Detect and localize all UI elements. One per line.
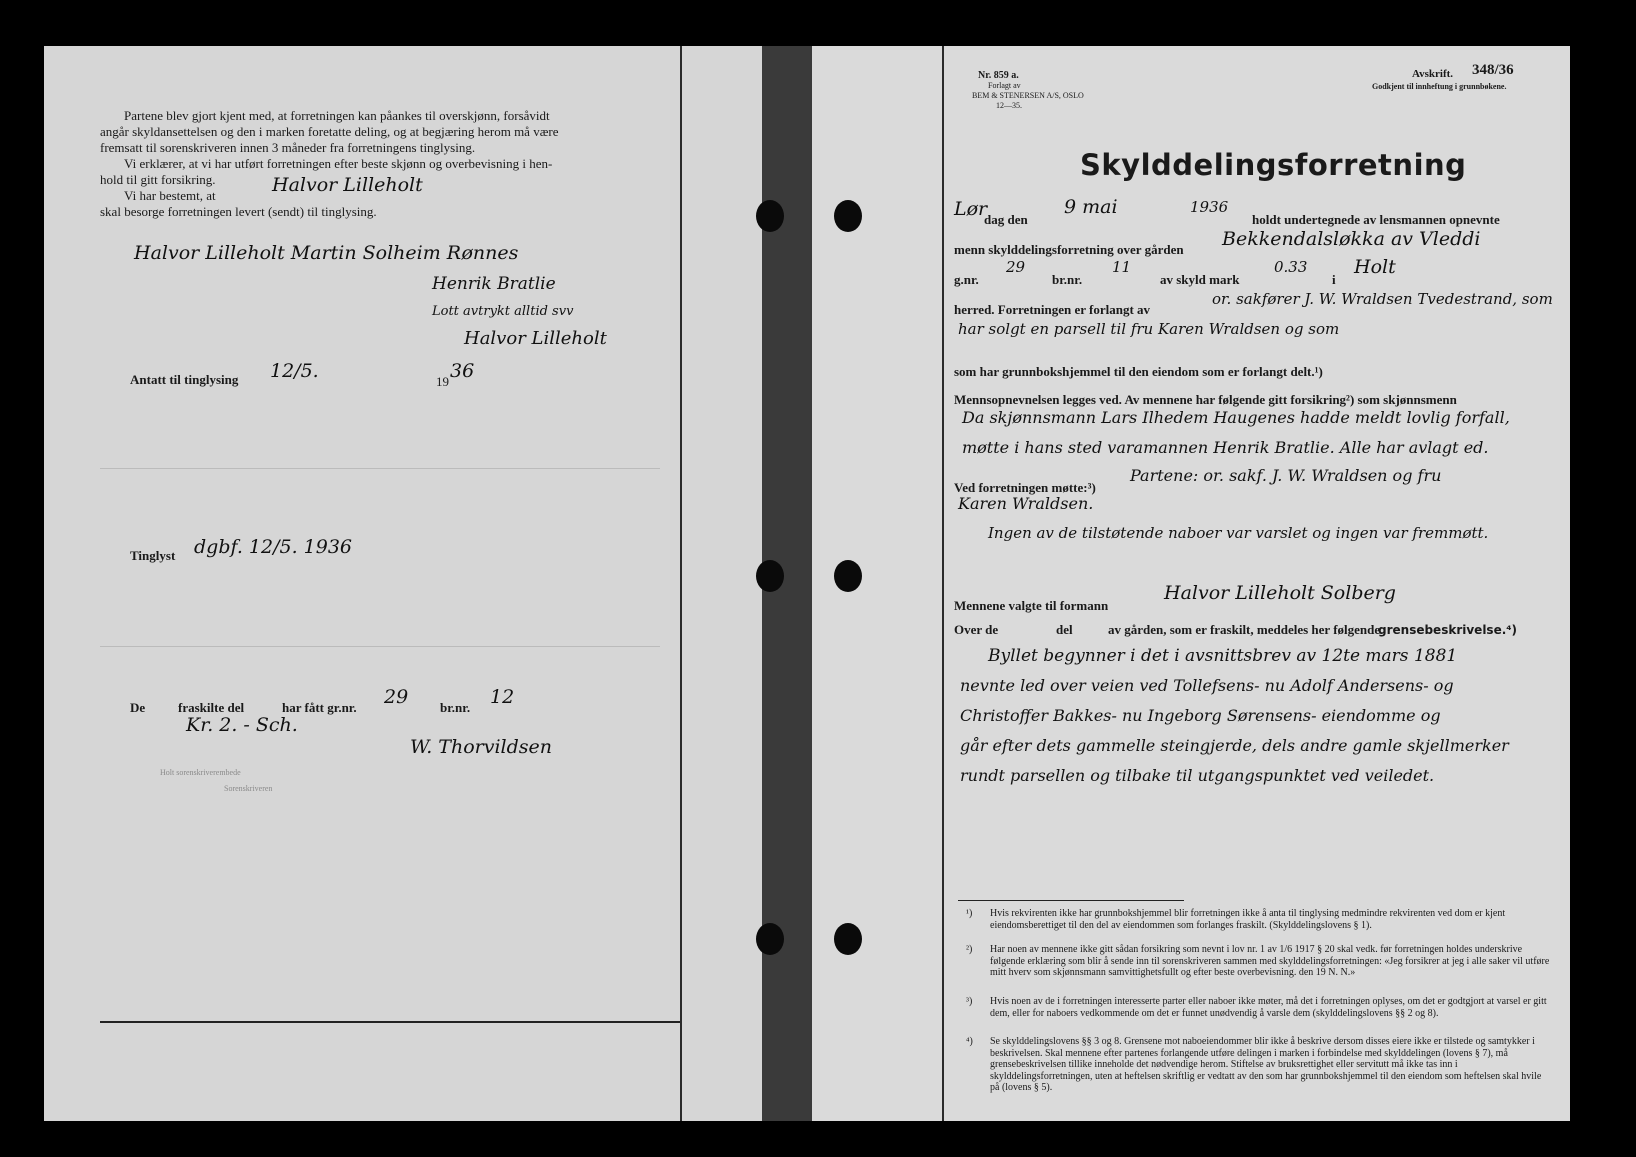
footnote-1: ¹) Hvis rekvirenten ikke har grunnbokshjemmel blir forretningen ikke å anta til tinglysing medmindre rekvirenten ved dom er kjent eiendomsberettiget til den del av eiendommen som forlanges fraskilt. (Skylddelingslovens § 1). — [966, 908, 1506, 931]
right-page — [812, 46, 1570, 1121]
signature-line-4: Halvor Lilleholt — [464, 328, 607, 349]
fraskilte-br-label: br.nr. — [440, 700, 471, 715]
footnote-2: ²) Har noen av mennene ikke gitt sådan forsikring som nevnt i lov nr. 1 av 1/6 1917 § 20 skal vedk. før forretningen holdes underskrive følgende erklæring som blir å sende inn til sorenskriveren sammen med skylddelingsforretningen: «Jeg forsikrer at jeg i alle saker vil utføre mitt hverv som skjønnsmann samvittighetsfullt og efter beste overbevisning. den 19 N. N.» — [966, 944, 1550, 978]
herred-value: or. sakfører J. W. Wraldsen Tvedestrand, som — [1212, 290, 1553, 308]
weekday: Lør — [954, 198, 988, 220]
tinglyst-value: dgbf. 12/5. 1936 — [194, 536, 353, 558]
grense-line-5: rundt parsellen og tilbake til utgangspunktet ved veiledet. — [960, 766, 1435, 785]
year-value: 1936 — [1190, 198, 1229, 216]
signature-line-1: Halvor Lilleholt Martin Solheim Rønnes — [134, 242, 519, 264]
footnote-rule — [958, 900, 1184, 901]
bestemt-name: Halvor Lilleholt — [272, 174, 423, 196]
motte-value-2: Karen Wraldsen. — [958, 494, 1094, 513]
binding-hole — [756, 560, 784, 592]
binding-hole — [834, 560, 862, 592]
bottom-rule — [100, 1021, 680, 1023]
formann-value: Halvor Lilleholt Solberg — [1164, 582, 1396, 604]
grense-line-2: nevnte led over veien ved Tollefsens- nu Adolf Andersens- og — [960, 676, 1454, 695]
antatt-date: 12/5. — [270, 360, 319, 382]
godkjent-label: Godkjent til innheftung i grunnbøkene. — [1372, 82, 1507, 91]
gard-value: Bekkendalsløkka av Vleddi — [1222, 228, 1481, 250]
herred-value-2: har solgt en parsell til fru Karen Wraldsen og som — [958, 320, 1340, 338]
binding-hole — [834, 200, 862, 232]
signature-line-2: Henrik Bratlie — [432, 274, 556, 294]
left-page — [44, 46, 762, 1121]
folio-number: 348/36 — [1472, 62, 1514, 78]
binding-hole — [834, 923, 862, 955]
publisher-3: 12—35. — [996, 101, 1022, 110]
publisher-2: BEM & STENERSEN A/S, OSLO — [972, 91, 1084, 100]
brnr-label: br.nr. — [1052, 272, 1083, 287]
gnr-label: g.nr. — [954, 272, 979, 287]
gnr-value: 29 — [1006, 258, 1026, 276]
skyld-label: av skyld mark — [1160, 272, 1240, 287]
form-number: Nr. 859 a. — [978, 70, 1019, 81]
faint-stamp-2: Sorenskriveren — [224, 784, 273, 793]
footnote-3: ³) Hvis noen av de i forretningen interesserte parter eller naboer ikke møter, må det i forretningen oplyses, om det er godtgjort at varsel er gitt dem, eller for naboers vedkommende om det er funnet unødvendig å varsle dem (skylddelingslovens §§ 2 og 8). — [966, 996, 1547, 1019]
dag-den-label: dag den — [984, 212, 1028, 227]
kommune-value: Holt — [1354, 256, 1396, 278]
faint-stamp-1: Holt sorenskriverembede — [160, 768, 241, 777]
besorge-line: skal besorge forretningen levert (sendt) til tinglysing. — [100, 204, 377, 219]
tinglyst-label: Tinglyst — [130, 548, 176, 563]
antatt-year: 36 — [450, 360, 475, 382]
appeal-line-3: fremsatt til sorenskriveren innen 3 måneder fra forretningens tinglysing. — [100, 140, 476, 155]
date-value: 9 mai — [1064, 196, 1118, 218]
skyld-value: 0.33 — [1274, 258, 1308, 276]
over-label-2: del — [1056, 622, 1073, 637]
fraskilte-grnr: 29 — [384, 686, 409, 708]
fraskilte-note: Kr. 2. - Sch. — [186, 714, 298, 736]
antatt-label: Antatt til tinglysing — [130, 372, 239, 387]
forsikring-hand-1: Da skjønnsmann Lars Ilhedem Haugenes hadde meldt lovlig forfall, — [962, 408, 1510, 427]
motte-value-3: Ingen av de tilstøtende naboer var varslet og ingen var fremmøtt. — [988, 524, 1489, 542]
bestemt-label: Vi har bestemt, at — [124, 188, 216, 203]
appeal-line-1: Partene blev gjort kjent med, at forretningen kan påankes til overskjønn, forsåvidt — [124, 108, 550, 123]
declaration-line-1: Vi erklærer, at vi har utført forretningen efter beste skjønn og overbevisning i hen- — [124, 156, 553, 171]
fraskilte-signature: W. Thorvildsen — [410, 736, 552, 758]
fraskilte-label-2: fraskilte del — [178, 700, 245, 715]
i-label: i — [1332, 272, 1336, 287]
binding-hole — [756, 923, 784, 955]
page-margin-line — [942, 46, 944, 1121]
appeal-line-2: angår skyldansettelsen og den i marken foretatte deling, og at begjæring herom må være — [100, 124, 559, 139]
document-title: Skylddelingsforretning — [1080, 148, 1467, 182]
avskrift-label: Avskrift. — [1412, 68, 1454, 80]
forsikring-hand-2: møtte i hans sted varamannen Henrik Bratlie. Alle har avlagt ed. — [962, 438, 1489, 457]
grense-line-1: Byllet begynner i det i avsnittsbrev av 12te mars 1881 — [988, 646, 1458, 666]
declaration-line-2: hold til gitt forsikring. — [100, 172, 216, 187]
signature-line-3: Lott avtrykt alltid svv — [432, 304, 574, 319]
fraskilte-brnr: 12 — [490, 686, 515, 708]
footnote-4: ⁴) Se skylddelingslovens §§ 3 og 8. Grensene mot naboeiendommer blir ikke å beskrive dersom disses eiere ikke er tilstede og samtykker i beskrivelsen. Skal mennene efter partenes forlangende utføre delingen i marken i forbindelse med skylddelingen (lovens § 7), må grensebeskrivelsen tillike inneholde det nødvendige herom. Stiftelse av bruksrettighet eller servitutt må ikke tas inn i skylddelingsforretningen, uten at heftelsen skriftlig er vedtatt av den som har grunnbokshjemmel til den eiendom som heftelsen skal hvile på (lovens § 5). — [966, 1036, 1542, 1093]
formann-label: Mennene valgte til formann — [954, 598, 1109, 613]
motte-value: Partene: or. sakf. J. W. Wraldsen og fru — [1130, 466, 1442, 485]
over-label-1: Over de — [954, 622, 999, 637]
grunnbok-line: som har grunnbokshjemmel til den eiendom som er forlangt delt.¹) — [954, 364, 1323, 379]
grensebeskrivelse-label: grensebeskrivelse.⁴) — [1378, 623, 1518, 637]
opnevnte-line: holdt undertegnede av lensmannen opnevnte — [1252, 212, 1500, 227]
brnr-value: 11 — [1112, 258, 1132, 276]
publisher-1: Forlagt av — [988, 81, 1021, 90]
gard-label: menn skylddelingsforretning over gården — [954, 242, 1184, 257]
motte-label: Ved forretningen møtte:³) — [954, 480, 1096, 495]
fraskilte-label-1: De — [130, 700, 146, 715]
antatt-year-prefix: 19 — [436, 374, 449, 389]
binding-hole — [756, 200, 784, 232]
over-label-3: av gården, som er fraskilt, meddeles her følgende — [1108, 622, 1381, 637]
grense-line-3: Christoffer Bakkes- nu Ingeborg Sørensens- eiendomme og — [960, 706, 1441, 725]
grense-line-4: går efter dets gammelle steingjerde, dels andre gamle skjellmerker — [960, 736, 1509, 755]
herred-label: herred. Forretningen er forlangt av — [954, 302, 1151, 317]
mennsopnevnelsen-line: Mennsopnevnelsen legges ved. Av mennene har følgende gitt forsikring²) som skjønnsmenn — [954, 392, 1457, 407]
page-margin-line — [680, 46, 682, 1121]
fraskilte-label-3: har fått gr.nr. — [282, 700, 357, 715]
